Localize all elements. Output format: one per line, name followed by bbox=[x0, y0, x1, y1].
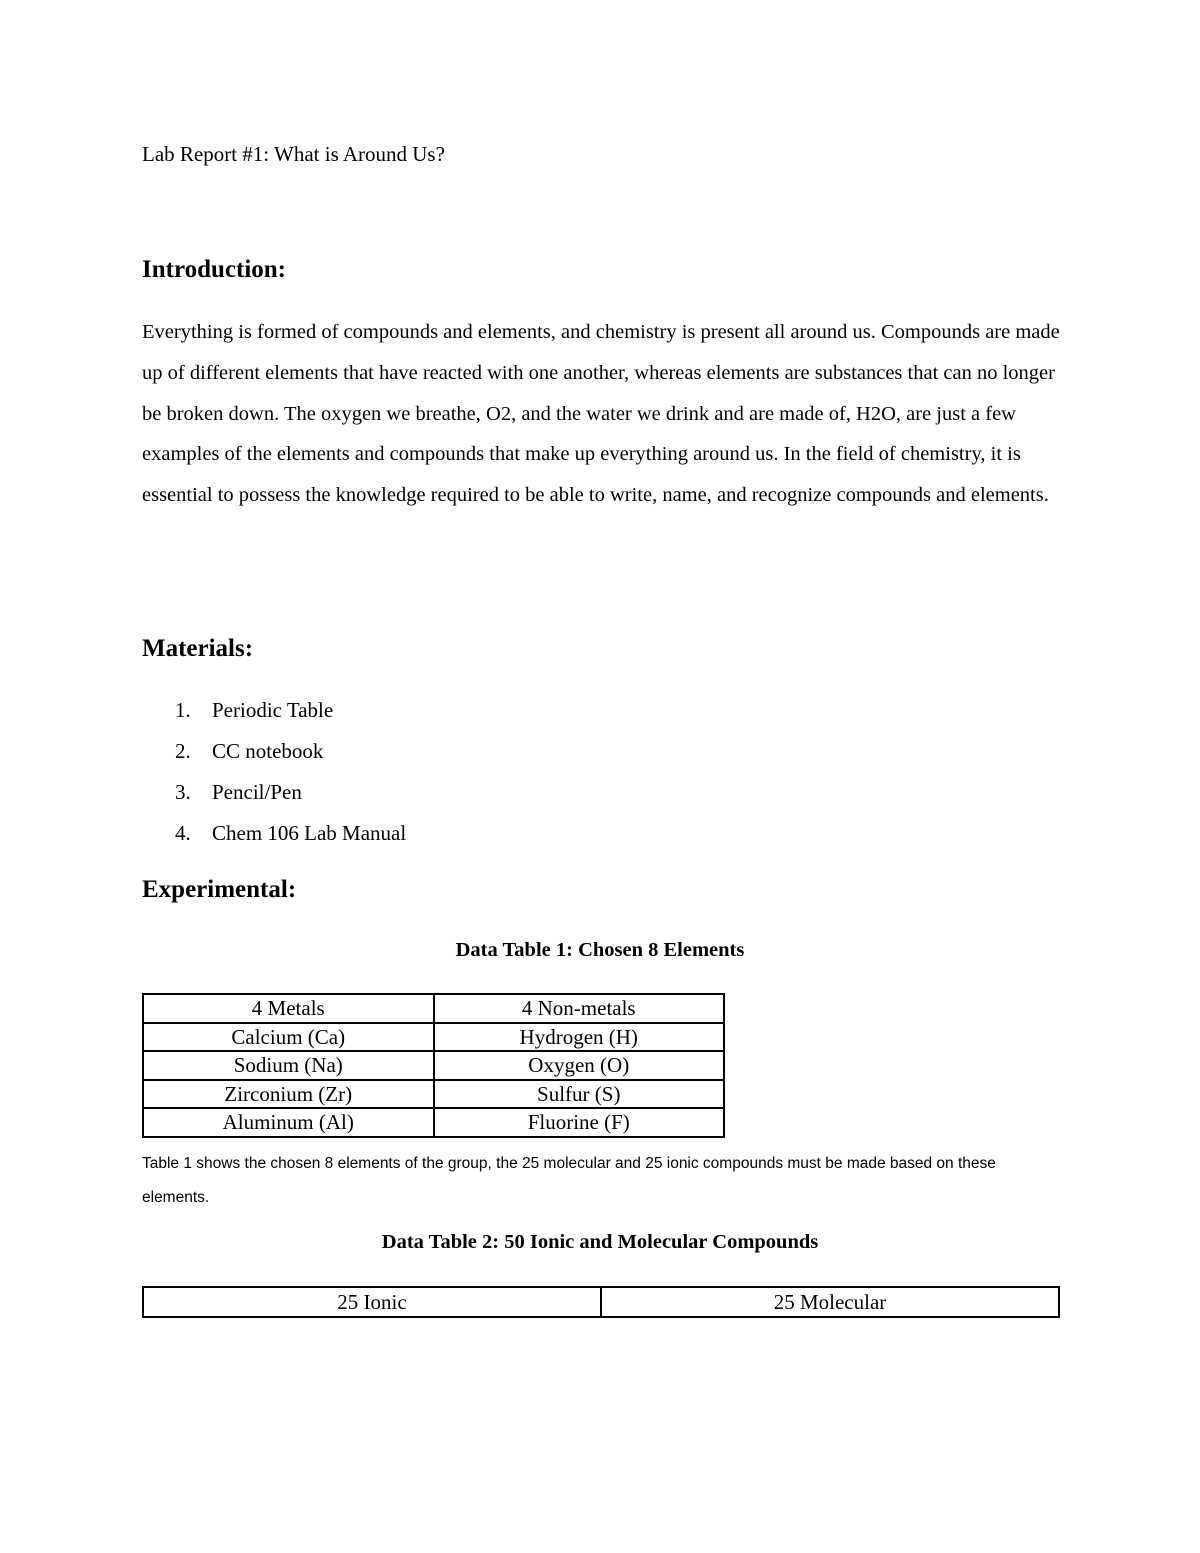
elements-table bbox=[142, 993, 725, 1138]
introduction-heading: Introduction: bbox=[142, 256, 287, 283]
table-row bbox=[143, 1051, 724, 1080]
table-cell: Hydrogen (H) bbox=[434, 1023, 725, 1052]
experimental-heading: Experimental: bbox=[142, 876, 297, 903]
table1-caption: Data Table 1: Chosen 8 Elements bbox=[455, 939, 745, 961]
table-row bbox=[143, 1108, 724, 1137]
list-item: 3. Pencil/Pen bbox=[175, 780, 302, 804]
table1-note: Table 1 shows the chosen 8 elements of the group, the 25 molecular and 25 ionic compounds must be made based on these elements. bbox=[142, 1155, 996, 1206]
table-header-row bbox=[143, 1287, 1059, 1317]
table-row bbox=[143, 1023, 724, 1052]
table-cell: Oxygen (O) bbox=[434, 1051, 725, 1080]
introduction-paragraph: Everything is formed of compounds and elements, and chemistry is present all around us. Compounds are made up of different elements that have reacted with one another, whereas elements are substances that can no longer be broken down. The oxygen we breathe, O2, and the water we drink and are made of, H2O, are just a few examples of the elements and compounds that make up everything around us. In the field of chemistry, it is essential to possess the knowledge required to be able to write, name, and recognize compounds and elements. bbox=[142, 321, 1060, 507]
table-cell: 4 Metals bbox=[143, 994, 434, 1023]
table-cell: Fluorine (F) bbox=[434, 1108, 725, 1137]
table-header-row bbox=[143, 994, 724, 1023]
table-row bbox=[143, 1080, 724, 1109]
table-cell: Aluminum (Al) bbox=[143, 1108, 434, 1137]
table-cell: 4 Non-metals bbox=[434, 994, 725, 1023]
table-cell: Zirconium (Zr) bbox=[143, 1080, 434, 1109]
materials-list bbox=[142, 692, 406, 856]
list-item: 1. Periodic Table bbox=[175, 698, 334, 722]
table-cell: Sodium (Na) bbox=[143, 1051, 434, 1080]
list-item: 2. CC notebook bbox=[175, 739, 324, 763]
table-cell: Sulfur (S) bbox=[434, 1080, 725, 1109]
table-cell: Calcium (Ca) bbox=[143, 1023, 434, 1052]
table-cell: 25 Ionic bbox=[143, 1287, 601, 1317]
table-cell: 25 Molecular bbox=[601, 1287, 1059, 1317]
report-title: Lab Report #1: What is Around Us? bbox=[142, 142, 445, 166]
compounds-table bbox=[142, 1286, 1060, 1318]
table2-caption: Data Table 2: 50 Ionic and Molecular Compounds bbox=[381, 1231, 819, 1253]
materials-heading: Materials: bbox=[142, 635, 254, 662]
list-item: 4. Chem 106 Lab Manual bbox=[175, 821, 407, 845]
